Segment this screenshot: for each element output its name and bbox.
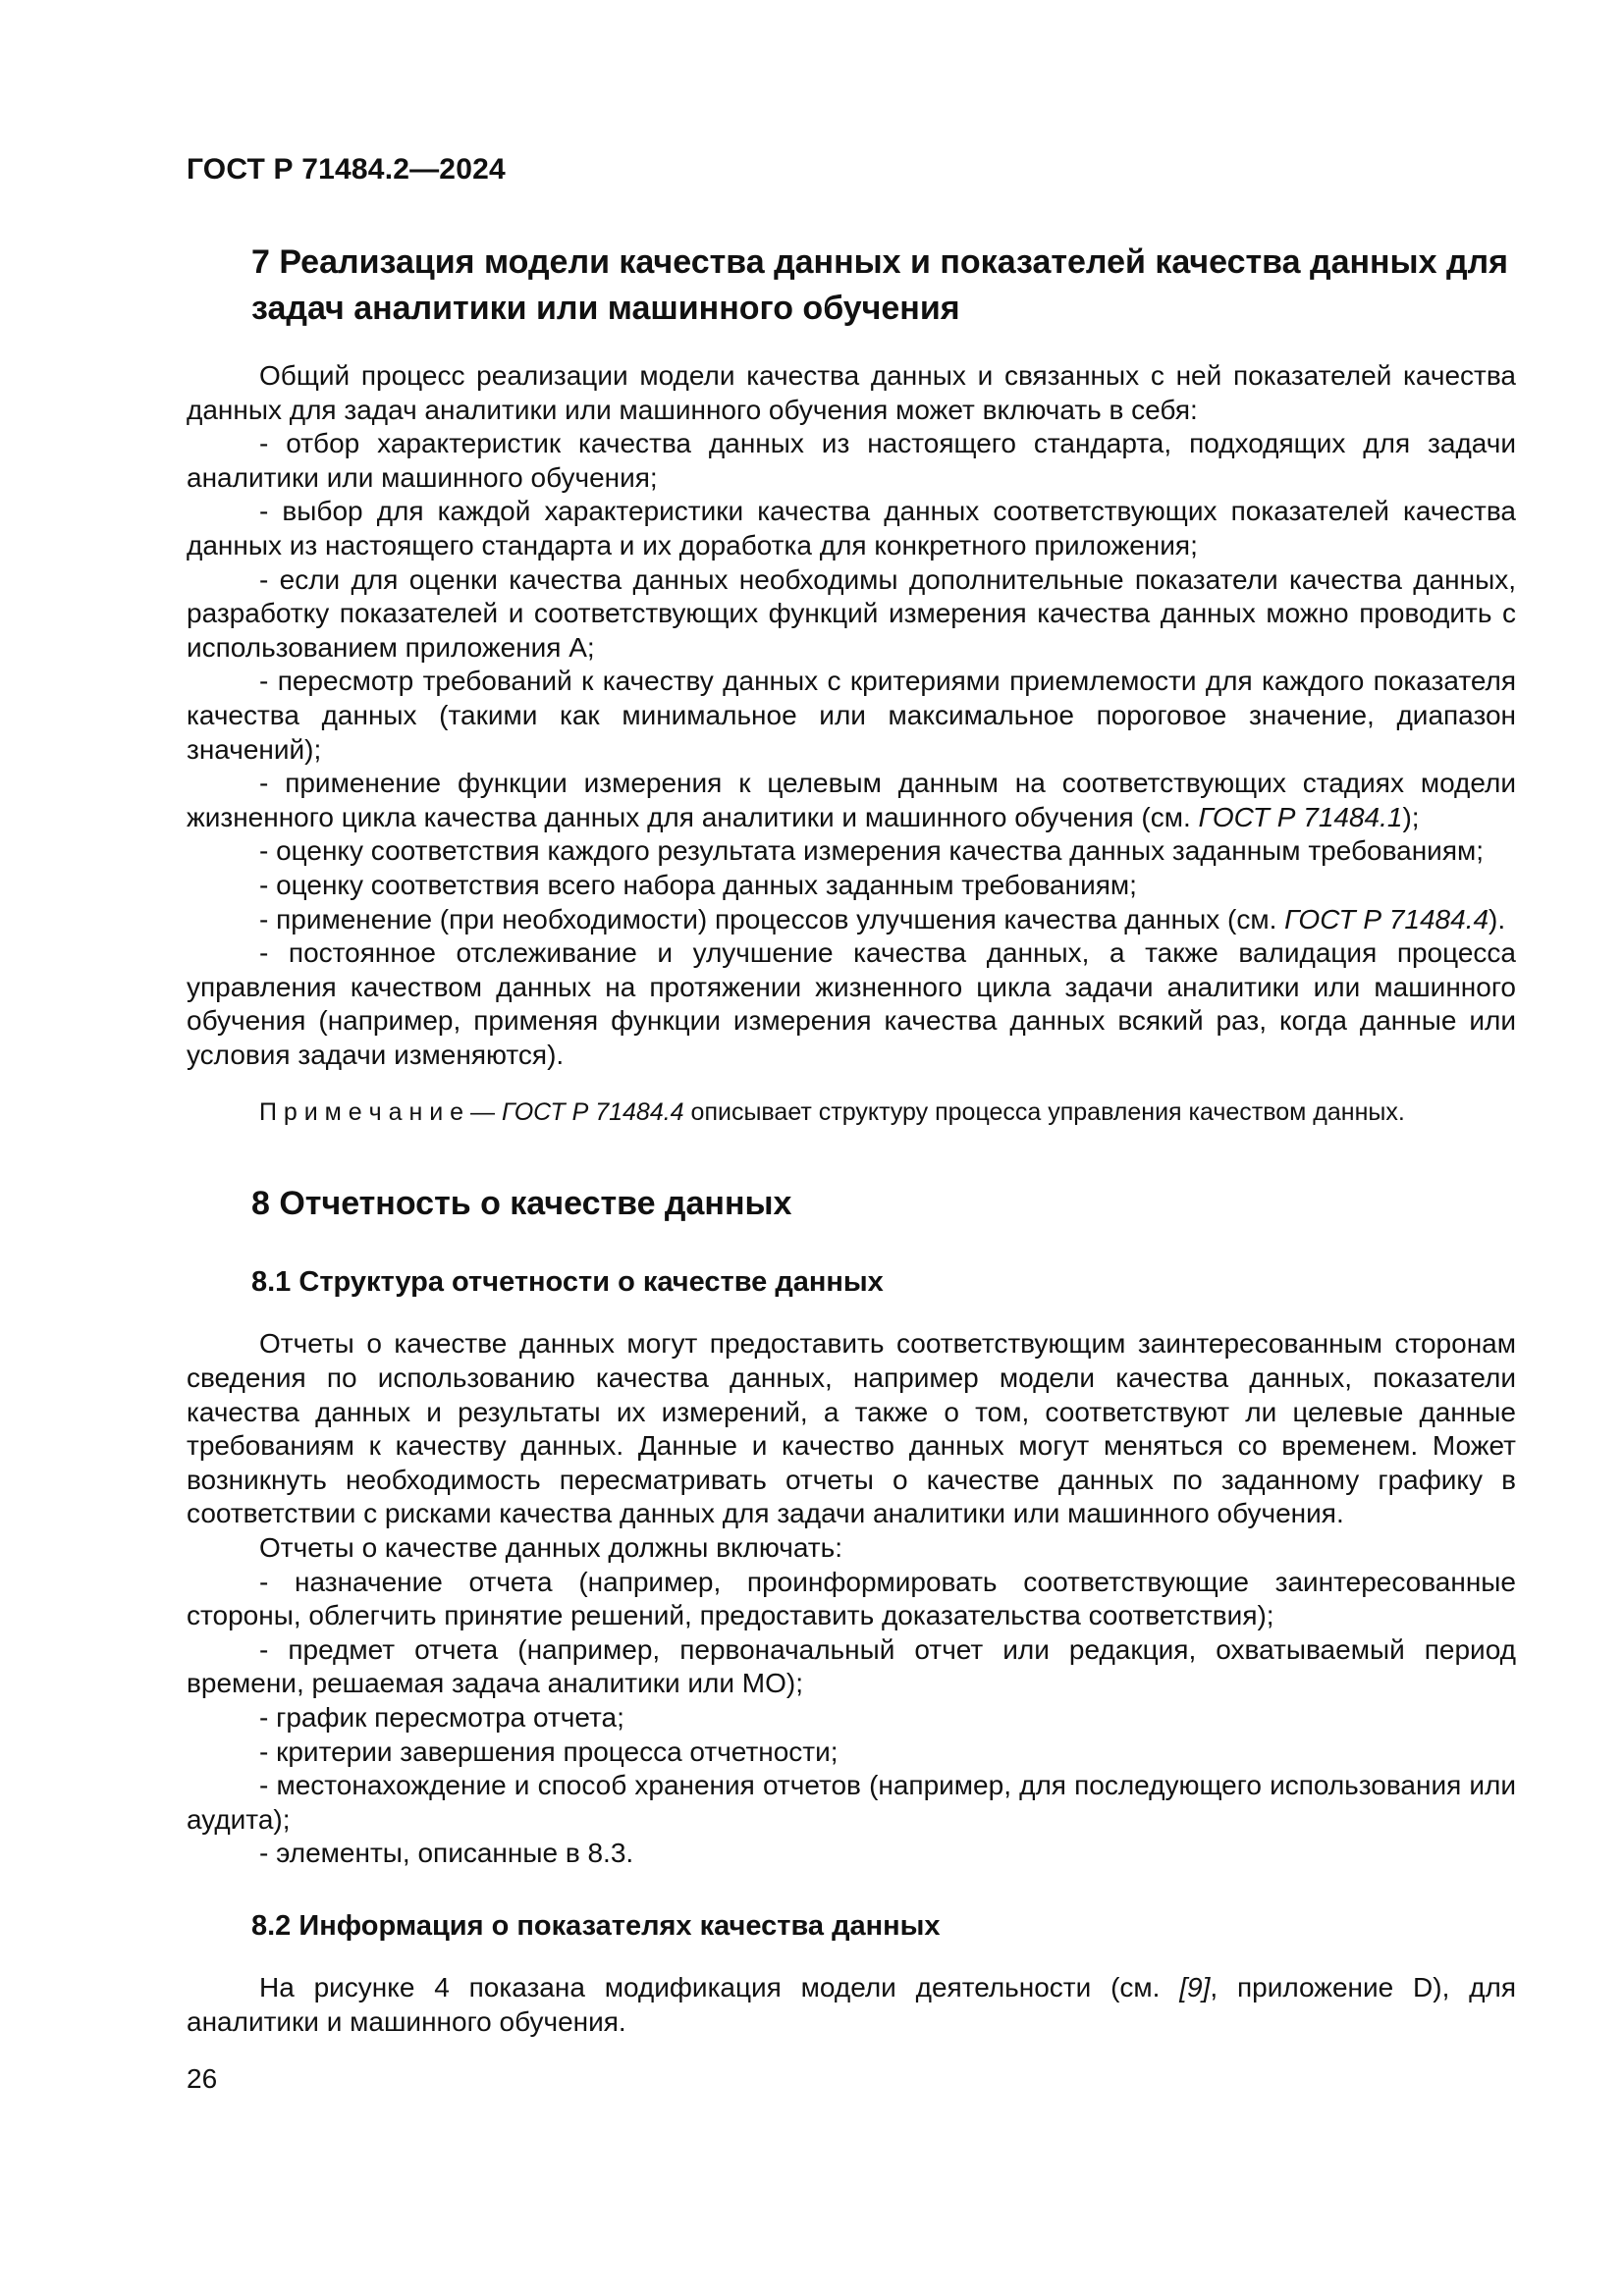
standard-reference: ГОСТ Р 71484.1 bbox=[1198, 801, 1403, 832]
section-8-1-heading: 8.1 Структура отчетности о качестве данных bbox=[251, 1266, 884, 1299]
text-run: - элементы, описанные в 8.3. bbox=[259, 1838, 634, 1869]
list-item bbox=[187, 936, 1516, 1072]
text-run: - постоянное отслеживание и улучшение качества данных, а также валидация процесса управления качеством данных на протяжении жизненного цикла задачи аналитики или машинного обучения (например, применяя функции измерения качества данных всякий раз, когда данные или условия задачи изменяются). bbox=[187, 937, 1516, 1070]
note-label: П р и м е ч а н и е — bbox=[259, 1098, 502, 1127]
page-number: 26 bbox=[187, 2063, 218, 2094]
list-item bbox=[187, 427, 1516, 495]
standard-reference: ГОСТ Р 71484.4 bbox=[501, 1098, 684, 1127]
note bbox=[187, 1097, 1516, 1128]
bibliography-reference: [9] bbox=[1179, 1971, 1211, 2002]
paragraph bbox=[187, 359, 1516, 427]
text-run: ); bbox=[1402, 801, 1420, 832]
text-run: - если для оценки качества данных необходимы дополнительные показатели качества данных, разработку показателей и соответствующих функций измерения качества данных можно проводить с использованием приложения А; bbox=[187, 563, 1516, 663]
list-item bbox=[187, 1769, 1516, 1837]
text-run: На рисунке 4 показана модификация модели деятельности (см. bbox=[259, 1971, 1180, 2002]
list-item bbox=[187, 1735, 1516, 1770]
list-item bbox=[187, 1633, 1516, 1701]
text-run: - предмет отчета (например, первоначальный отчет или редакция, охватываемый период времени, решаемая задача аналитики или МО); bbox=[187, 1633, 1516, 1699]
text-run: - пересмотр требований к качеству данных с критериями приемлемости для каждого показателя качества данных (такими как минимальное или максимальное пороговое значение, диапазон значений); bbox=[187, 666, 1516, 765]
list-item bbox=[187, 665, 1516, 767]
text-run: , приложение D), для аналитики и машинного обучения. bbox=[187, 1971, 1516, 2037]
list-item bbox=[187, 869, 1516, 903]
text-run: - назначение отчета (например, проинформировать соответствующие заинтересованные стороны, облегчить принятие решений, предоставить доказательства соответствия); bbox=[187, 1566, 1516, 1631]
text-run: Общий процесс реализации модели качества данных и связанных с ней показателей качества данных для задач аналитики или машинного обучения может включать в себя: bbox=[187, 360, 1516, 425]
text-run: - оценку соответствия всего набора данных заданным требованиям; bbox=[259, 869, 1137, 900]
text-run: - график пересмотра отчета; bbox=[259, 1702, 624, 1733]
text-run: ). bbox=[1489, 903, 1506, 934]
list-item bbox=[187, 563, 1516, 666]
text-run: Отчеты о качестве данных могут предоставить соответствующим заинтересованным сторонам сведения по использованию качества данных, например модели качества данных, показатели качества данных и результаты их измерений, а также о том, соответствуют ли целевые данные требованиям к качеству данных. Данные и качество данных могут меняться со временем. Может возникнуть необходимость пересматривать отчеты о качестве данных по заданному графику в соответствии с рисками качества данных для задачи аналитики или машинного обучения. bbox=[187, 1328, 1516, 1529]
text-run: Отчеты о качестве данных должны включать: bbox=[259, 1532, 843, 1564]
text-run: - критерии завершения процесса отчетности; bbox=[259, 1735, 839, 1767]
text-run: - отбор характеристик качества данных из настоящего стандарта, подходящих для задачи аналитики или машинного обучения; bbox=[187, 428, 1516, 493]
running-header: ГОСТ Р 71484.2—2024 bbox=[187, 153, 506, 186]
text-run: - применение функции измерения к целевым данным на соответствующих стадиях модели жизненного цикла качества данных для аналитики и машинного обучения (см. bbox=[187, 768, 1516, 832]
list-item bbox=[187, 767, 1516, 834]
list-item bbox=[187, 1566, 1516, 1633]
text-run: - оценку соответствия каждого результата измерения качества данных заданным требованиям; bbox=[259, 835, 1485, 867]
list-item bbox=[187, 903, 1516, 937]
text-run: - местонахождение и способ хранения отчетов (например, для последующего использования или аудита); bbox=[187, 1770, 1516, 1835]
standard-reference: ГОСТ Р 71484.4 bbox=[1284, 903, 1489, 934]
section-8-2-heading: 8.2 Информация о показателях качества данных bbox=[251, 1909, 941, 1942]
section-8-heading: 8 Отчетность о качестве данных bbox=[251, 1185, 792, 1223]
text-run: - выбор для каждой характеристики качества данных соответствующих показателей качества данных из настоящего стандарта и их доработка для конкретного приложения; bbox=[187, 496, 1516, 561]
paragraph bbox=[187, 1531, 1516, 1566]
paragraph bbox=[187, 1971, 1516, 2039]
list-item bbox=[187, 495, 1516, 562]
list-item bbox=[187, 834, 1516, 869]
list-item bbox=[187, 1837, 1516, 1871]
text-run: - применение (при необходимости) процессов улучшения качества данных (см. bbox=[259, 903, 1285, 934]
list-item bbox=[187, 1701, 1516, 1735]
section-7-heading: 7 Реализация модели качества данных и показателей качества данных для задач аналитики или машинного обучения bbox=[251, 243, 1508, 327]
paragraph bbox=[187, 1327, 1516, 1531]
text-run: описывает структуру процесса управления качеством данных. bbox=[683, 1098, 1405, 1127]
